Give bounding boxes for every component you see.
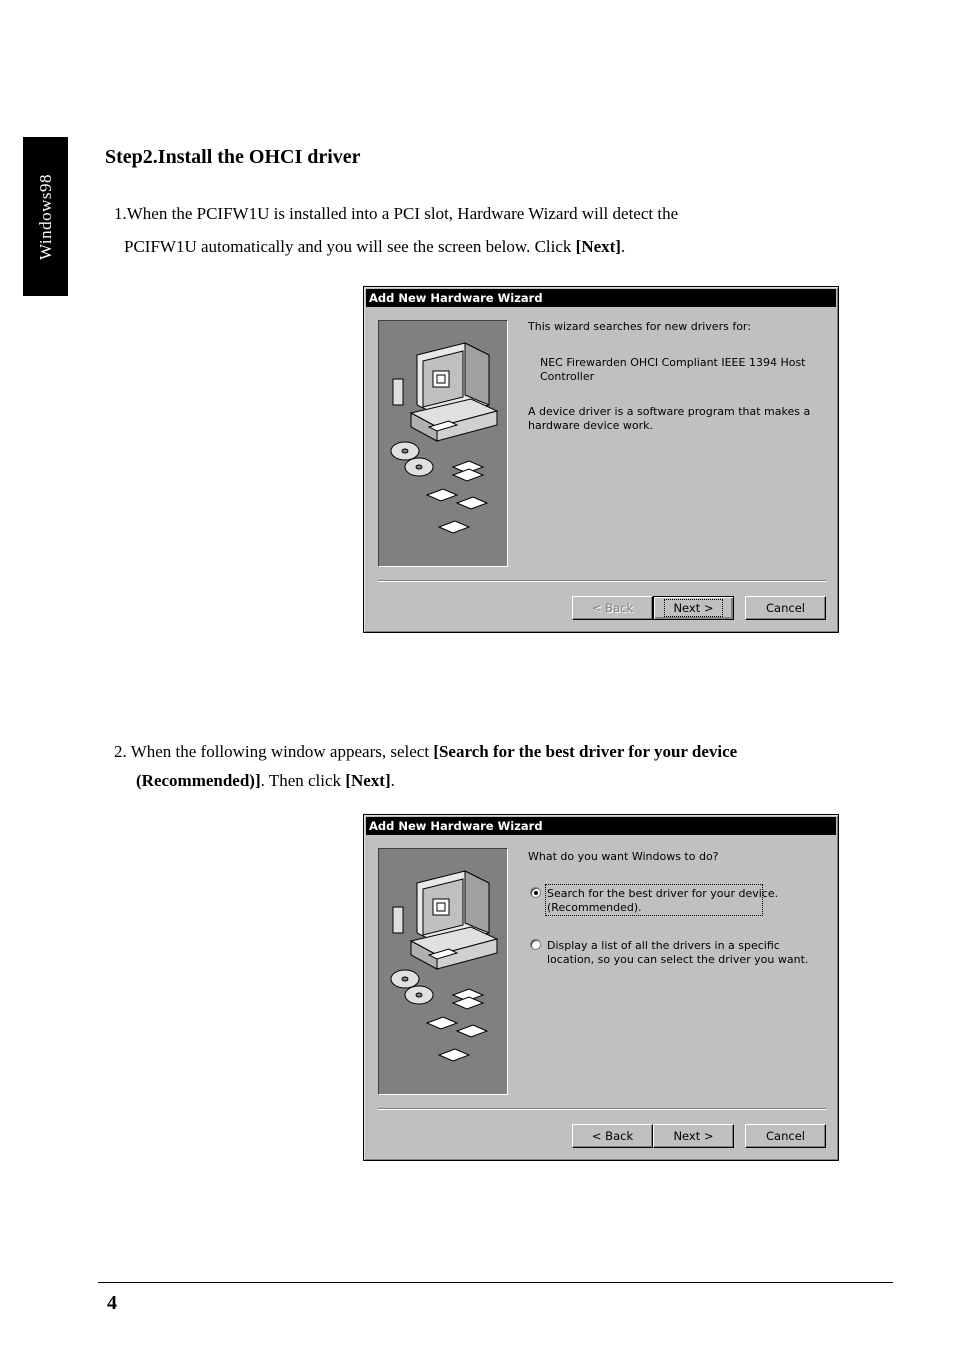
device-name-line2: Controller (540, 370, 595, 383)
step1-line1: 1.When the PCIFW1U is installed into a PCI slot, Hardware Wizard will detect the (114, 204, 679, 223)
add-hardware-wizard-dialog-1 (363, 286, 839, 633)
back-button[interactable]: < Back (572, 596, 653, 620)
search-driver-option-line2[interactable]: (Recommended). (547, 901, 642, 914)
step-heading: Step2.Install the OHCI driver (105, 146, 361, 168)
next-button[interactable]: Next > (653, 596, 734, 620)
page-number: 4 (107, 1292, 117, 1314)
wizard-intro-text: This wizard searches for new drivers for: (528, 320, 751, 333)
step2-line2: (Recommended)]. Then click [Next]. (136, 771, 395, 790)
side-tab-label: Windows98 (35, 173, 55, 260)
driver-description-line2: hardware device work. (528, 419, 654, 432)
button-separator (378, 1108, 826, 1110)
dialog-title-bar[interactable]: Add New Hardware Wizard (366, 817, 836, 835)
cancel-button[interactable]: Cancel (745, 1124, 826, 1148)
computer-disks-icon (379, 849, 507, 1094)
wizard-computer-illustration (378, 320, 508, 567)
button-separator (378, 580, 826, 582)
display-list-radio[interactable] (530, 939, 541, 950)
dialog-title-bar[interactable]: Add New Hardware Wizard (366, 289, 836, 307)
step1-line2: PCIFW1U automatically and you will see the screen below. Click [Next]. (124, 237, 626, 256)
wizard-computer-illustration (378, 848, 508, 1095)
computer-disks-icon (379, 321, 507, 566)
wizard-question-text: What do you want Windows to do? (528, 850, 719, 863)
display-list-option-line2[interactable]: location, so you can select the driver you want. (547, 953, 809, 966)
driver-description-line1: A device driver is a software program that makes a (528, 405, 811, 418)
display-list-option-line1[interactable]: Display a list of all the drivers in a specific (547, 939, 780, 952)
step2-line1: 2. When the following window appears, select [Search for the best driver for your device (114, 742, 738, 761)
back-button[interactable]: < Back (572, 1124, 653, 1148)
footer-rule (98, 1282, 893, 1283)
radio-selected-dot (534, 891, 538, 895)
search-driver-option-line1[interactable]: Search for the best driver for your device. (547, 887, 779, 900)
add-hardware-wizard-dialog-2 (363, 814, 839, 1161)
search-driver-radio[interactable] (530, 887, 541, 898)
section-side-tab (23, 137, 68, 296)
cancel-button[interactable]: Cancel (745, 596, 826, 620)
next-button[interactable]: Next > (653, 1124, 734, 1148)
device-name-line1: NEC Firewarden OHCI Compliant IEEE 1394 Host (540, 356, 806, 369)
